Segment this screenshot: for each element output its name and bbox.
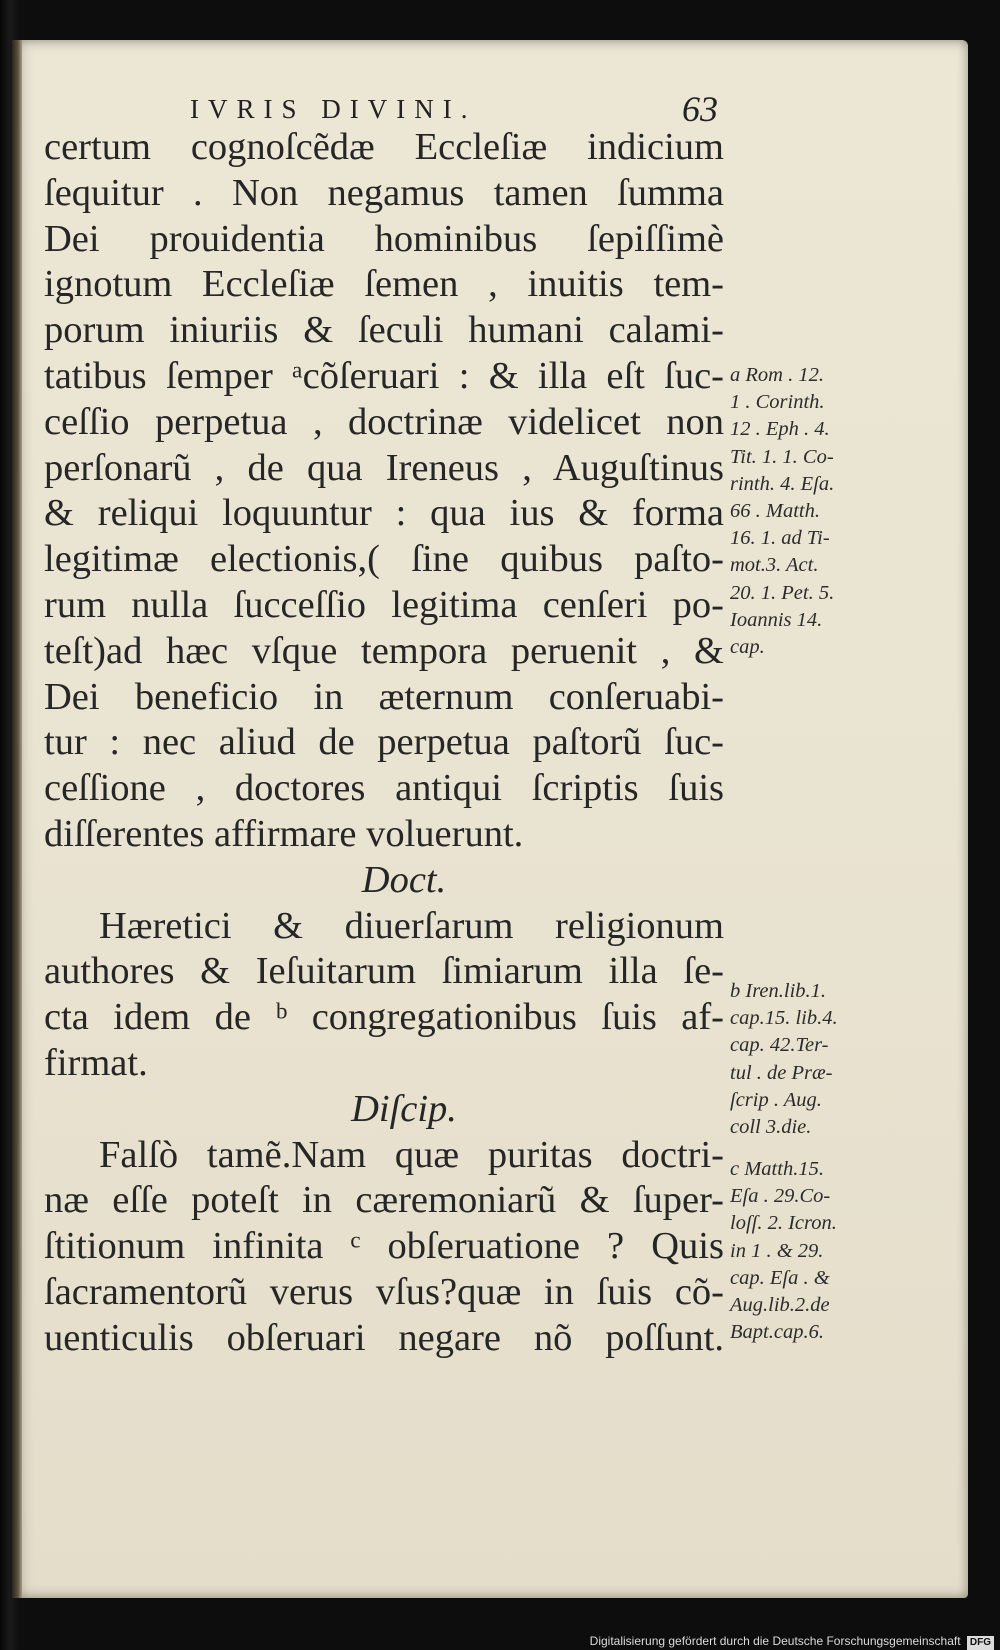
margin-note-line: loſſ. 2. Icron. [730,1212,837,1235]
dfg-logo: DFG [967,1636,994,1650]
margin-note-line: c Matth.15. [730,1158,824,1180]
running-title: IVRIS DIVINI. [190,94,477,124]
text-line: næ eſſe poteſt in cæremoniarũ & ſuper- [44,1179,724,1222]
margin-note-line: ſcrip . Aug. [730,1088,822,1111]
margin-note-line: 1 . Corinth. [730,391,825,414]
text-line: rum nulla ſucceſſio legitima cenſeri po- [44,583,724,626]
margin-note-line: 12 . Eph . 4. [730,418,830,441]
margin-note-line: cap. 42.Ter- [730,1034,829,1057]
margin-note-line: Tit. 1. 1. Co- [730,445,834,468]
page-number: 63 [682,89,718,129]
text-line: porum iniuriis & ſeculi humani calami- [44,309,724,352]
margin-note-line: mot.3. Act. [730,554,819,577]
margin-note-line: rinth. 4. Eſa. [730,472,835,495]
text-line: ignotum Eccleſiæ ſemen , inuitis tem- [44,263,724,306]
margin-note-line: coll 3.die. [730,1115,812,1138]
margin-note-line: cap. [730,635,765,658]
margin-note-line: tul . de Præ- [730,1061,833,1084]
margin-note-line: Ioannis 14. [730,608,823,631]
margin-note-line: 66 . Matth. [730,499,820,522]
margin-note-b [730,978,890,1141]
text-line: certum cognoſcẽdæ Eccleſiæ indicium [44,126,724,168]
text-line: authores & Ieſuitarum ſimiarum illa ſe- [44,950,724,993]
margin-note-line: 16. 1. ad Ti- [730,527,830,550]
text-line: uenticulis obſeruari negare nõ poſſunt. [44,1316,724,1359]
text-line: perſonarũ , de qua Ireneus , Auguſtinus [44,446,724,489]
text-line: tur : nec aliud de perpetua paſtorũ ſuc- [44,721,724,764]
text-line: tatibus ſemper ᵃcõſeruari : & illa eſt ſuc- [44,354,724,397]
margin-note-c [730,1156,890,1346]
text-line: ſacramentorũ verus vſus?quæ in ſuis cõ- [44,1270,724,1313]
section-heading-discip: Diſcip. [351,1087,457,1130]
margin-note-line: cap.15. lib.4. [730,1007,838,1030]
margin-note-a [730,362,890,661]
section-heading-doct: Doct. [361,858,447,901]
page-header [172,90,772,130]
margin-note-line: Eſa . 29.Co- [730,1185,831,1208]
text-line: ſtitionum infinita ᶜ obſeruatione ? Quis [44,1225,724,1268]
text-line: legitimæ electionis,( ſine quibus paſto- [44,538,724,581]
text-line: Hæretici & diuerſarum religionum [99,904,724,947]
margin-note-line: 20. 1. Pet. 5. [730,581,835,604]
margin-note-line: in 1 . & 29. [730,1239,824,1262]
text-line: cta idem de ᵇ congregationibus ſuis af- [44,996,724,1039]
margin-note-line: b Iren.lib.1. [730,980,827,1002]
text-line: Dei prouidentia hominibus ſepiſſimè [44,217,724,260]
page-gutter-edge [12,40,22,1598]
margin-note-line: cap. Eſa . & [730,1266,830,1289]
main-text-block [44,125,724,1362]
text-line: ceſſio perpetua , doctrinæ videlicet non [44,400,724,443]
text-line: Falſò tamẽ.Nam quæ puritas doctri- [99,1133,724,1176]
margin-note-line: a Rom . 12. [730,364,824,386]
margin-note-line: Aug.lib.2.de [730,1293,830,1316]
digitization-credit [590,1632,994,1650]
credit-text: Digitalisierung gefördert durch die Deutsche Forschungsgemeinschaft [589,1634,961,1648]
text-line: ceſſione , doctores antiqui ſcriptis ſuis [44,767,724,810]
text-line: diſſerentes affirmare voluerunt. [44,812,524,855]
margin-note-line: Bapt.cap.6. [730,1321,824,1344]
text-line: Dei beneficio in æternum conſeruabi- [44,675,724,718]
text-line: & reliqui loquuntur : qua ius & forma [44,492,724,535]
text-line: ſequitur . Non negamus tamen ſumma [44,171,724,214]
text-line: firmat. [44,1041,148,1084]
book-page [12,40,968,1598]
text-line: teſt)ad hæc vſque tempora peruenit , & [44,629,724,672]
